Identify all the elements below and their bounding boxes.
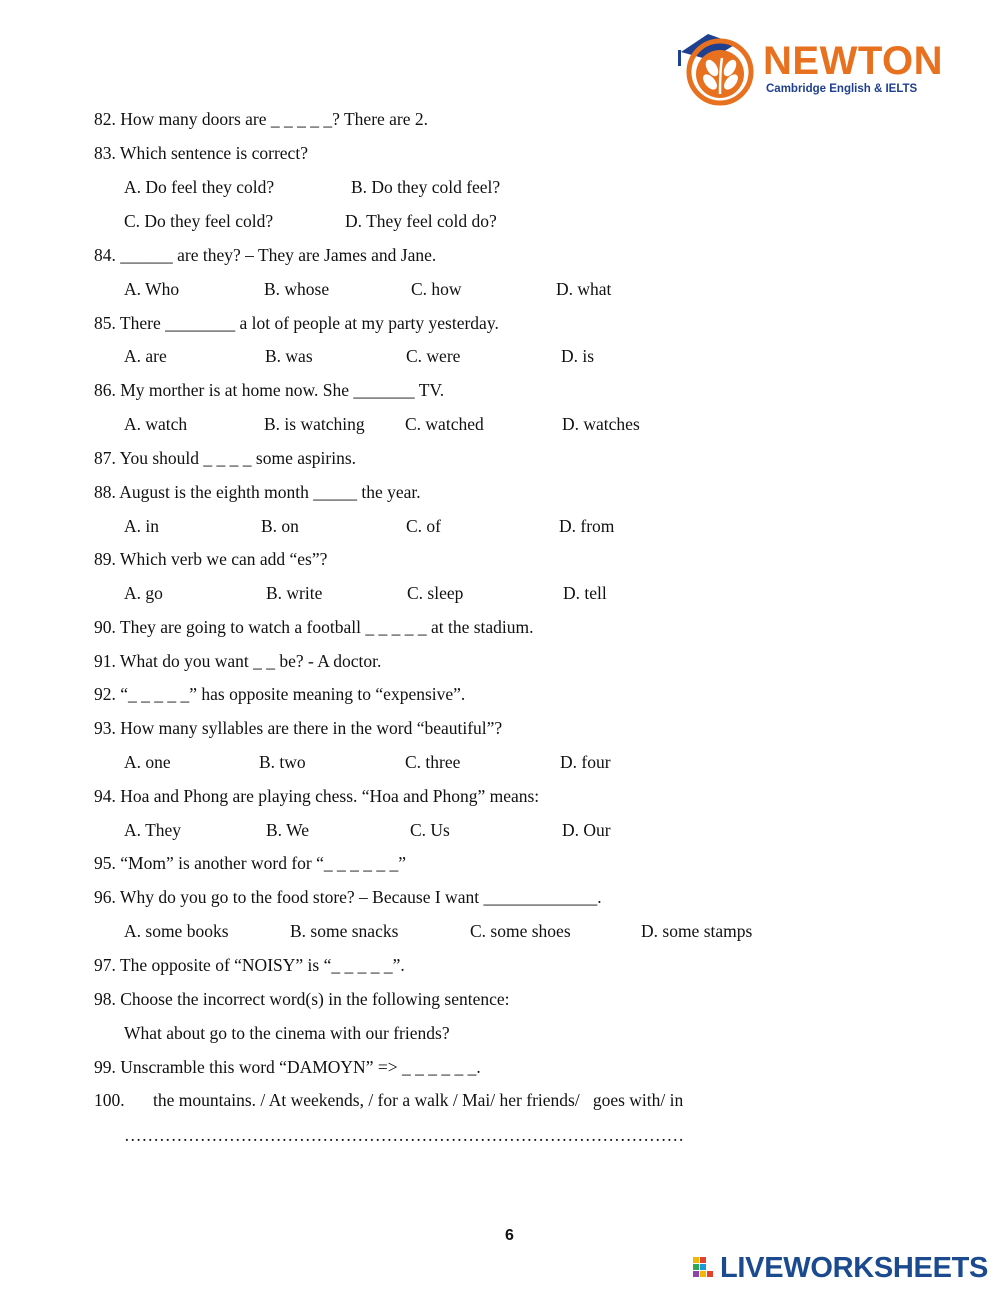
question-83: 83. Which sentence is correct? xyxy=(94,143,308,163)
question-100: the mountains. / At weekends, / for a walk / Mai/ her friends/ goes with/ in xyxy=(153,1090,684,1110)
option-c: C. how xyxy=(411,279,462,299)
option-d: D. Our xyxy=(562,820,611,840)
option-a: A. Who xyxy=(124,279,180,299)
option-b: B. was xyxy=(265,346,313,366)
question-93: 93. How many syllables are there in the word “beautiful”? xyxy=(94,718,503,738)
question-89: 89. Which verb we can add “es”? xyxy=(94,549,328,569)
option-d: D. watches xyxy=(562,414,640,434)
option-d: D. some stamps xyxy=(641,921,753,941)
liveworksheets-brand: LIVEWORKSHEETS xyxy=(720,1252,989,1284)
question-98: 98. Choose the incorrect word(s) in the following sentence: xyxy=(94,989,510,1009)
option-a: A. They xyxy=(124,820,182,840)
question-88: 88. August is the eighth month _____ the year. xyxy=(94,482,421,502)
question-86: 86. My morther is at home now. She _______ TV. xyxy=(94,380,445,400)
option-b: B. some snacks xyxy=(290,921,399,941)
option-b: B. two xyxy=(259,752,306,772)
option-b: B. We xyxy=(266,820,309,840)
option-b: B. whose xyxy=(264,279,330,299)
question-87: 87. You should _ _ _ _ some aspirins. xyxy=(94,448,357,468)
option-c: C. watched xyxy=(405,414,484,434)
option-a: A. some books xyxy=(124,921,229,941)
option-d: D. tell xyxy=(563,583,607,603)
option-a: A. one xyxy=(124,752,171,772)
question-85: 85. There ________ a lot of people at my party yesterday. xyxy=(94,313,499,333)
option-a: A. watch xyxy=(124,414,188,434)
logo-title: NEWTON xyxy=(763,39,944,83)
option-b: B. Do they cold feel? xyxy=(351,177,501,197)
option-d: D. is xyxy=(561,346,595,366)
question-92: 92. “_ _ _ _ _” has opposite meaning to “expensive”. xyxy=(94,684,466,704)
option-c: C. three xyxy=(405,752,461,772)
liveworksheets-logo-icon xyxy=(693,1257,715,1281)
option-c: C. some shoes xyxy=(470,921,571,941)
option-c: C. were xyxy=(406,346,461,366)
option-d: D. what xyxy=(556,279,612,299)
option-d: D. from xyxy=(559,516,615,536)
option-d: D. four xyxy=(560,752,611,772)
option-c: C. of xyxy=(406,516,441,536)
option-a: A. in xyxy=(124,516,159,536)
question-90: 90. They are going to watch a football _ _ _ _ _ at the stadium. xyxy=(94,617,534,637)
option-b: B. is watching xyxy=(264,414,365,434)
option-a: A. go xyxy=(124,583,163,603)
option-c: C. Us xyxy=(410,820,450,840)
option-a: A. Do feel they cold? xyxy=(124,177,275,197)
question-94: 94. Hoa and Phong are playing chess. “Hoa and Phong” means: xyxy=(94,786,540,806)
option-c: C. Do they feel cold? xyxy=(124,211,274,231)
option-b: B. on xyxy=(261,516,299,536)
option-c: C. sleep xyxy=(407,583,464,603)
question-95: 95. “Mom” is another word for “_ _ _ _ _ _” xyxy=(94,853,407,873)
option-d: D. They feel cold do? xyxy=(345,211,497,231)
question-98-sentence: What about go to the cinema with our friends? xyxy=(124,1023,450,1043)
question-97: 97. The opposite of “NOISY” is “_ _ _ _ _”. xyxy=(94,955,405,975)
question-84: 84. ______ are they? – They are James and Jane. xyxy=(94,245,437,265)
question-82: 82. How many doors are _ _ _ _ _? There are 2. xyxy=(94,109,429,129)
option-a: A. are xyxy=(124,346,167,366)
question-96: 96. Why do you go to the food store? – Because I want _____________. xyxy=(94,887,602,907)
option-b: B. write xyxy=(266,583,323,603)
page-number: 6 xyxy=(505,1227,514,1244)
question-100-number: 100. xyxy=(94,1090,125,1110)
question-99: 99. Unscramble this word “DAMOYN” => _ _ _ _ _ _. xyxy=(94,1057,481,1077)
logo-subtitle: Cambridge English & IELTS xyxy=(766,83,918,95)
answer-line[interactable]: …………………………………………………………………………………… xyxy=(124,1125,684,1145)
question-91: 91. What do you want _ _ be? - A doctor. xyxy=(94,651,382,671)
